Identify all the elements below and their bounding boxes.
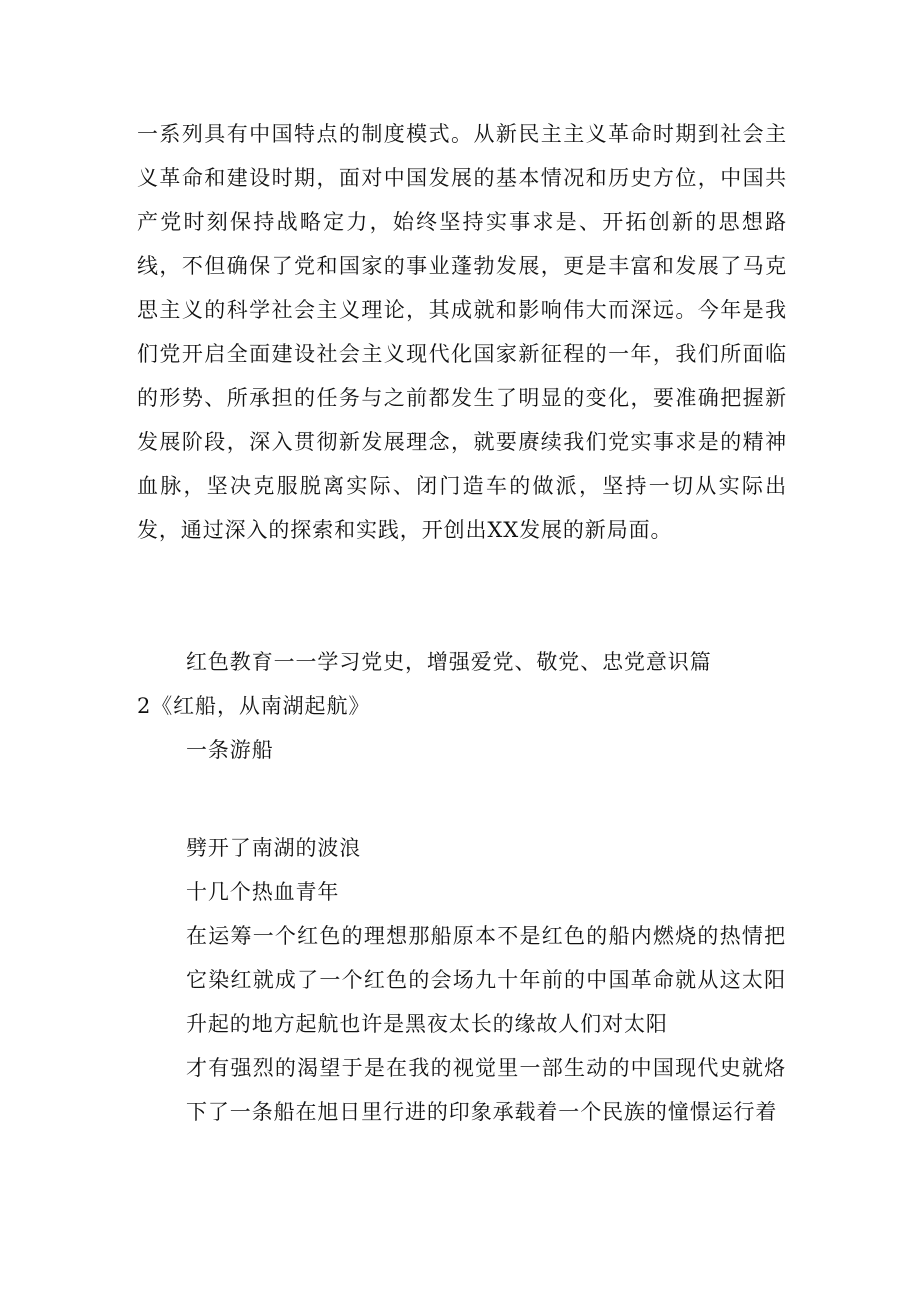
poem-line: 十几个热血青年 — [186, 880, 340, 904]
poem-line: 才有强烈的渴望于是在我的视觉里一部生动的中国现代史就烙下了一条船在旭日里行进的印象承载着一个民族的憧憬运行着 — [186, 1056, 786, 1124]
section-heading: 红色教育一一学习党史，增强爱党、敬党、忠党意识篇 — [186, 650, 712, 674]
poem-line: 一条游船 — [186, 738, 274, 762]
poem-line: 在运筹一个红色的理想那船原本不是红色的船内燃烧的热情把它染红就成了一个红色的会场九十年前的中国革命就从这太阳升起的地方起航也许是黑夜太长的缘故人们对太阳 — [186, 924, 786, 1036]
body-paragraph: 一系列具有中国特点的制度模式。从新民主主义革命时期到社会主义革命和建设时期，面对中国发展的基本情况和历史方位，中国共产党时刻保持战略定力，始终坚持实事求是、开拓创新的思想路线，不但确保了党和国家的事业蓬勃发展，更是丰富和发展了马克思主义的科学社会主义理论，其成就和影响伟大而深远。今年是我们党开启全面建设社会主义现代化国家新征程的一年，我们所面临的形势、所承担的任务与之前都发生了明显的变化，要准确把握新发展阶段，深入贯彻新发展理念，就要赓续我们党实事求是的精神血脉，坚决克服脱离实际、闭门造车的做派，坚持一切从实际出发，通过深入的探索和实践，开创出XX发展的新局面。 — [137, 122, 787, 542]
poem-line: 劈开了南湖的波浪 — [186, 836, 362, 860]
poem-title: 2《红船，从南湖起航》 — [137, 694, 371, 718]
